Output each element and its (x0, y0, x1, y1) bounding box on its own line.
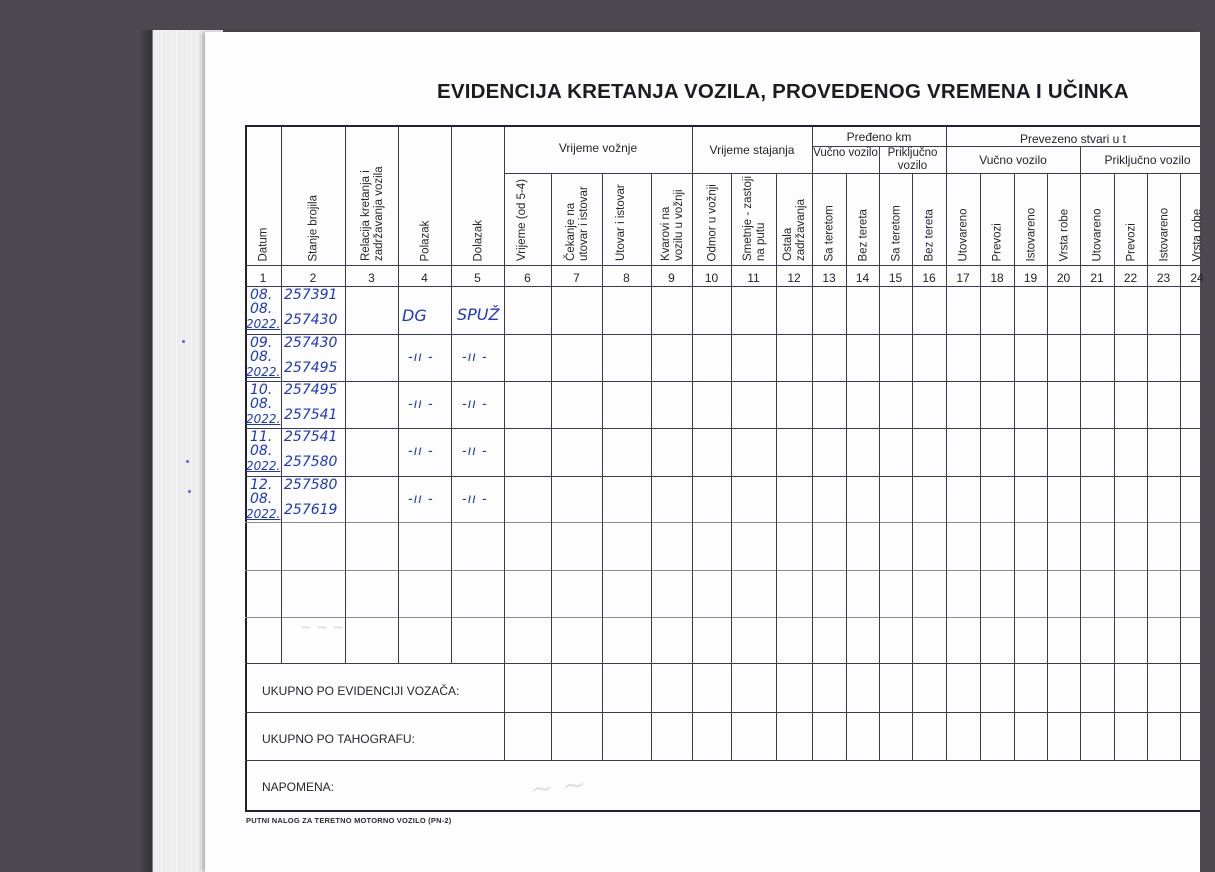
row-date-day: 12. (250, 477, 273, 493)
col-header-12: Ostala zadržavanja (782, 198, 807, 261)
row-odometer-start: 257495 (284, 382, 338, 398)
col-number-22: 22 (1123, 271, 1138, 285)
column-line (451, 125, 452, 663)
col-header-7: Čekanje na utovar i istovar (564, 186, 590, 261)
column-line (602, 125, 603, 760)
row-line (245, 570, 1200, 571)
row-odometer-end: 257619 (284, 502, 338, 518)
col-number-21: 21 (1090, 271, 1104, 285)
row-date-day: 09. (250, 335, 273, 351)
col-number-9: 9 (668, 271, 675, 285)
row-date-day: 08. (250, 287, 273, 303)
row-date-year: 2022. (246, 365, 281, 379)
ink-speck (186, 460, 189, 463)
row-arrival: -ıı - (462, 492, 488, 507)
number-row-line (245, 286, 1200, 287)
col-header-4: Polazak (419, 220, 431, 261)
row-date-month: 08. (250, 396, 273, 412)
col-header-6: Vrijeme (od 5-4) (515, 178, 528, 261)
col-header-10: Odmor u vožnji (706, 183, 718, 261)
col-header-1: Datum (257, 227, 270, 261)
col-header-23: Istovareno (1158, 207, 1170, 261)
col-header-20: Vrsta robe (1058, 208, 1070, 261)
col-number-14: 14 (855, 271, 870, 285)
group-vucno-vozilo-km: Vučno vozilo (813, 147, 878, 159)
row-line (245, 476, 1200, 477)
ink-speck (188, 490, 191, 493)
column-line (1047, 125, 1048, 760)
row-departure: -ıı - (408, 492, 434, 507)
col-number-18: 18 (990, 271, 1004, 285)
row-line (245, 428, 1200, 429)
form-footer: PUTNI NALOG ZA TERETNO MOTORNO VOZILO (PN-2) (246, 816, 452, 825)
row-odometer-start: 257391 (284, 287, 338, 303)
col-number-3: 3 (368, 271, 375, 285)
col-number-15: 15 (888, 271, 903, 285)
row-odometer-end: 257580 (284, 454, 338, 470)
column-line (846, 125, 847, 760)
column-line (912, 125, 913, 760)
row-odometer-start: 257541 (284, 429, 338, 445)
row-arrival: -ıı - (462, 397, 488, 412)
row-date-month: 08. (250, 301, 273, 317)
col-header-11: Smetnje - zastoji na putu (741, 175, 767, 261)
row-arrival: -ıı - (462, 444, 488, 459)
row-line (245, 381, 1200, 382)
column-line (980, 125, 981, 760)
form-title: EVIDENCIJA KRETANJA VOZILA, PROVEDENOG VREMENA I UČINKA (437, 80, 1129, 103)
col-number-4: 4 (421, 271, 428, 285)
row-date-day: 11. (250, 429, 273, 445)
group-vucno-vozilo-t: Vučno vozilo (979, 153, 1047, 167)
row-date-year: 2022. (246, 317, 281, 331)
col-header-24: Vrsta robe (1191, 208, 1204, 261)
total-line-1 (245, 712, 1200, 713)
row-arrival: -ıı - (462, 350, 488, 365)
col-number-11: 11 (747, 271, 760, 285)
col-header-2: Stanje brojila (307, 194, 320, 261)
ink-speck (182, 340, 185, 343)
column-line (1114, 125, 1115, 760)
column-line (731, 125, 732, 760)
note-label: NAPOMENA: (262, 780, 335, 794)
row-date-year: 2022. (246, 412, 281, 426)
bleed-through-handwriting: ~ ~ (528, 767, 588, 806)
row-departure: -ıı - (408, 397, 434, 412)
total-driver-label: UKUPNO PO EVIDENCIJI VOZAČA: (262, 684, 460, 698)
column-line (398, 125, 399, 663)
col-number-23: 23 (1156, 271, 1171, 285)
col-header-22: Prevozi (1125, 222, 1137, 261)
col-number-2: 2 (309, 271, 317, 285)
table-bottom-border (245, 810, 1200, 812)
column-line (1014, 125, 1015, 760)
column-line (776, 125, 777, 760)
total-line-2 (245, 760, 1200, 761)
totals-divider (504, 663, 505, 760)
column-line (345, 125, 346, 663)
col-number-12: 12 (787, 271, 801, 285)
row-odometer-end: 257541 (284, 407, 338, 423)
col-number-6: 6 (524, 271, 531, 285)
col-header-5: Dolazak (472, 219, 484, 261)
group-prikljucno-vozilo-t: Priključno vozilo (1104, 153, 1191, 167)
row-date-month: 08. (250, 443, 273, 459)
stajanja-right-line (812, 125, 813, 760)
col-header-17: Utovareno (957, 207, 970, 261)
column-line (1180, 125, 1181, 760)
subheader-line (504, 173, 1200, 174)
row-date-year: 2022. (246, 507, 281, 521)
col-number-10: 10 (704, 271, 719, 285)
col-number-1: 1 (259, 271, 267, 285)
col-number-16: 16 (922, 271, 936, 285)
group-vrijeme-stajanja: Vrijeme stajanja (709, 143, 795, 157)
col-number-24: 24 (1190, 271, 1204, 285)
row-departure: -ıı - (408, 350, 434, 365)
row-line (245, 334, 1200, 335)
row-odometer-end: 257430 (284, 312, 338, 328)
row-departure: -ıı - (408, 444, 434, 459)
col-number-8: 8 (623, 271, 630, 285)
col-header-15: Sa teretom (890, 204, 902, 261)
col-number-19: 19 (1023, 271, 1038, 285)
col-number-7: 7 (573, 271, 580, 285)
col-header-18: Prevozi (991, 222, 1004, 261)
row-line (245, 522, 1200, 523)
table-top-border-2 (245, 125, 1200, 127)
col-header-3: Relacija kretanja i zadržavanja vozila (359, 166, 385, 261)
row-arrival: SPUŽ (457, 305, 500, 324)
group-prevezeno: Prevezeno stvari u t (1019, 132, 1127, 146)
col-header-13: Sa teretom (823, 204, 836, 261)
col-header-14: Bez tereta (857, 208, 869, 261)
col-header-19: Istovareno (1025, 207, 1037, 261)
ghost-handwriting: ~ ~ ~ (300, 620, 345, 636)
column-line (651, 125, 652, 760)
col-header-21: Utovareno (1091, 207, 1104, 261)
col-number-20: 20 (1056, 271, 1071, 285)
col-number-17: 17 (956, 271, 970, 285)
row-departure: DG (402, 306, 427, 325)
col-header-8: Utovar i istovar (614, 184, 627, 261)
col-header-16: Bez tereta (923, 208, 936, 261)
row-date-year: 2022. (246, 459, 281, 473)
column-line (1147, 125, 1148, 760)
column-line (281, 125, 282, 663)
column-line (551, 125, 552, 760)
row-date-month: 08. (250, 491, 273, 507)
row-date-day: 10. (250, 382, 273, 398)
group-prikljucno-vozilo-km: Priključno vozilo (887, 147, 938, 172)
row-odometer-end: 257495 (284, 360, 338, 376)
row-line (245, 617, 1200, 618)
header-bottom-line (245, 265, 1200, 266)
group-vrijeme-voznje: Vrijeme vožnje (558, 141, 638, 155)
total-tachograph-label: UKUPNO PO TAHOGRAFU: (262, 732, 415, 746)
predeno-right-line (946, 125, 947, 760)
col-number-5: 5 (474, 271, 481, 285)
row-odometer-start: 257580 (284, 477, 338, 493)
col-header-9: Kvarovi na vozilu u vožnji (659, 189, 685, 261)
col-number-13: 13 (822, 271, 836, 285)
row-odometer-start: 257430 (284, 335, 338, 351)
row-line (245, 663, 1200, 664)
group-predeno-km: Pređeno km (846, 130, 912, 144)
voznje-right-line (692, 125, 693, 760)
row-date-month: 08. (250, 349, 273, 365)
